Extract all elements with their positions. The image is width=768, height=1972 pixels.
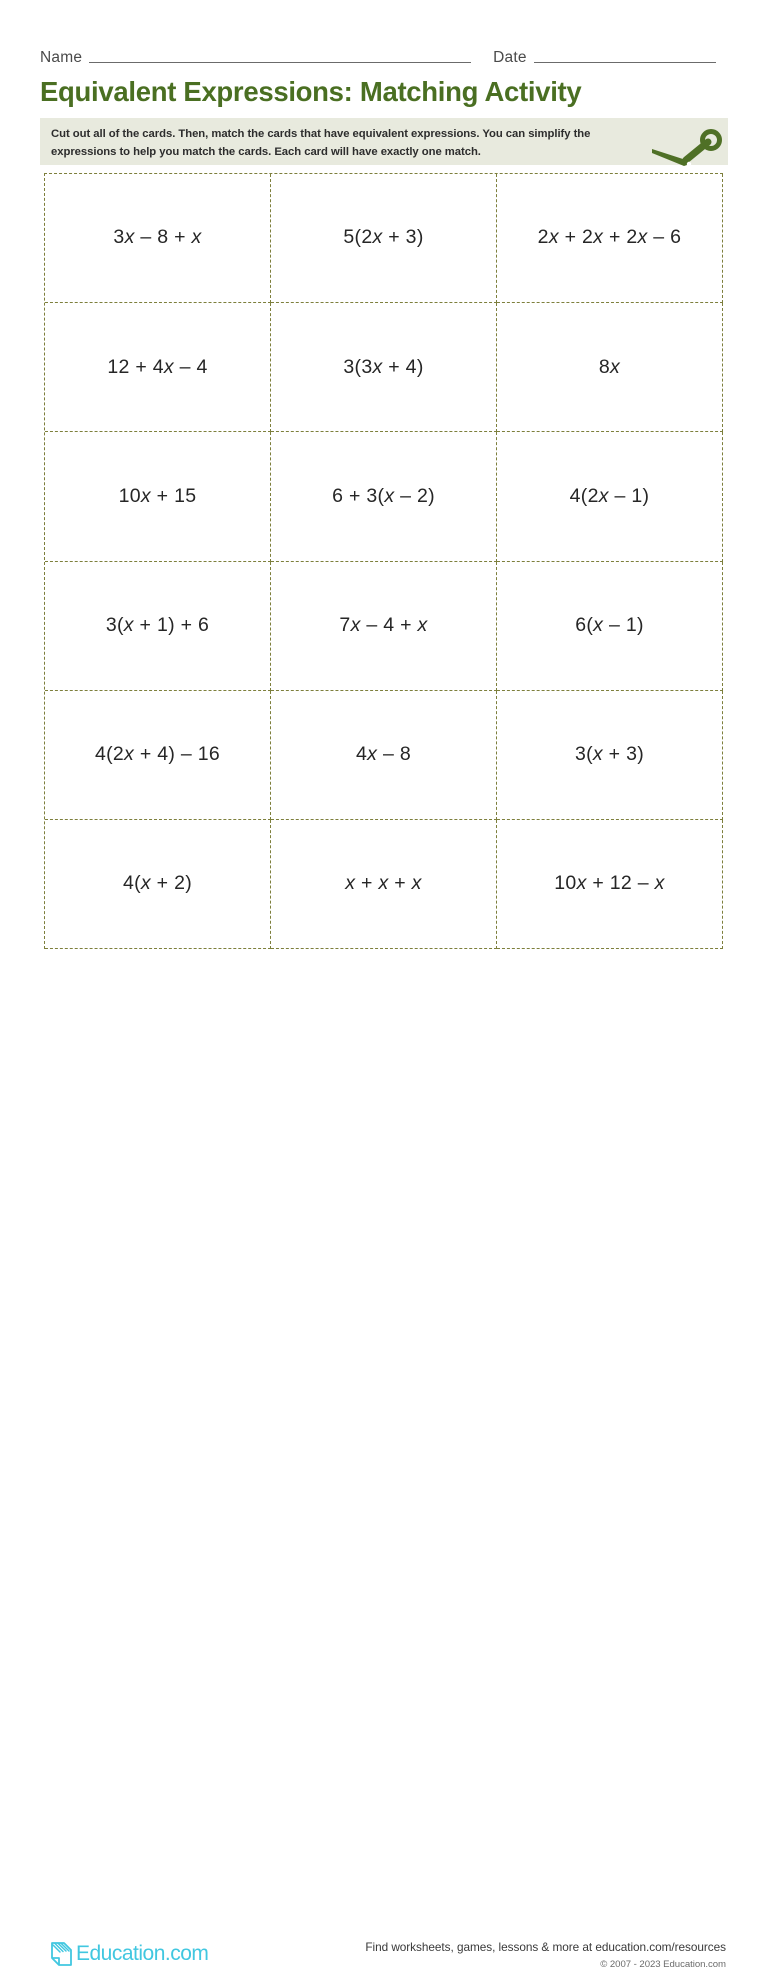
expression-card[interactable] (497, 303, 723, 432)
expression-card[interactable] (497, 820, 723, 949)
card-expression: 3(3x + 4) (343, 355, 424, 378)
matching-cards-grid (44, 173, 723, 949)
card-expression: 3(x + 3) (574, 743, 645, 766)
date-write-line[interactable] (534, 61, 716, 63)
date-label: Date (493, 48, 527, 66)
education-logo[interactable] (47, 1939, 208, 1969)
card-expression: 4(2x + 4) – 16 (94, 743, 221, 766)
notebook-pencil-icon (47, 1940, 74, 1968)
card-expression: 8x (598, 355, 621, 378)
card-expression: x + x + x (345, 872, 422, 895)
instructions-text: Cut out all of the cards. Then, match the cards that have equivalent expressions. You can simplify the expressions to help you match the cards. Each card will have exactly one match. (51, 128, 591, 159)
expression-card[interactable] (497, 432, 723, 561)
expression-card[interactable] (271, 303, 497, 432)
page-footer (0, 963, 768, 1970)
expression-card[interactable] (45, 820, 271, 949)
expression-card[interactable] (45, 691, 271, 820)
page-title: Equivalent Expressions: Matching Activity (40, 76, 582, 107)
education-logo-text: Education.com (76, 1942, 209, 1965)
card-expression: 7x – 4 + x (339, 613, 428, 636)
expression-card[interactable] (497, 691, 723, 820)
expression-card[interactable] (45, 174, 271, 303)
card-expression: 3(x + 1) + 6 (105, 613, 210, 636)
footer-tagline[interactable]: Find worksheets, games, lessons & more at education.com/resources (365, 1940, 726, 1954)
card-expression: 6 + 3(x – 2) (332, 484, 435, 507)
expression-card[interactable] (45, 303, 271, 432)
footer-copyright: © 2007 - 2023 Education.com (600, 1958, 726, 1970)
expression-card[interactable] (271, 432, 497, 561)
name-write-line[interactable] (89, 61, 471, 63)
expression-card[interactable] (271, 562, 497, 691)
card-expression: 3x – 8 + x (113, 226, 202, 249)
expression-card[interactable] (271, 174, 497, 303)
expression-card[interactable] (497, 562, 723, 691)
expression-card[interactable] (271, 691, 497, 820)
expression-card[interactable] (45, 432, 271, 561)
card-expression: 5(2x + 3) (343, 226, 424, 249)
name-label: Name (40, 48, 83, 66)
card-expression: 12 + 4x – 4 (107, 355, 208, 378)
expression-card[interactable] (45, 562, 271, 691)
card-expression: 6(x – 1) (575, 613, 644, 636)
card-expression: 2x + 2x + 2x – 6 (537, 226, 682, 249)
card-expression: 4(x + 2) (122, 872, 193, 895)
card-expression: 4x – 8 (356, 743, 411, 766)
expression-card[interactable] (497, 174, 723, 303)
card-expression: 4(2x – 1) (569, 484, 650, 507)
name-date-row (40, 42, 728, 66)
expression-card[interactable] (271, 820, 497, 949)
footer-text-block (365, 1940, 726, 1972)
instructions-box (40, 118, 728, 165)
card-expression: 10x + 12 – x (554, 872, 665, 895)
card-expression: 10x + 15 (118, 484, 197, 507)
